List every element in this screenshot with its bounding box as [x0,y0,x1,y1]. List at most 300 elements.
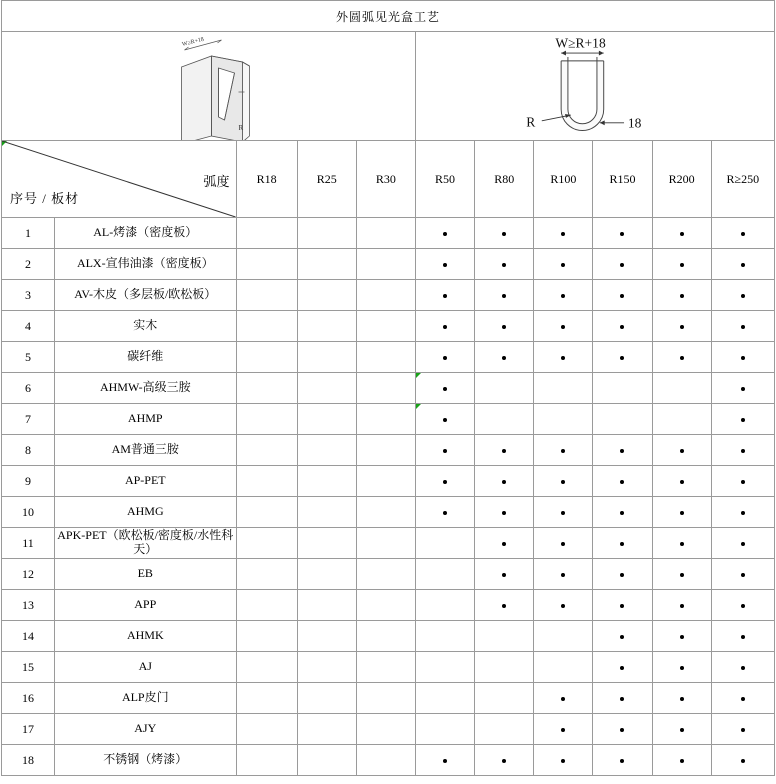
cell-Rge250 [711,714,774,745]
dot-marker-icon [561,604,565,608]
dot-marker-icon [502,263,506,267]
cell-R200 [652,652,711,683]
cell-R30 [356,559,415,590]
dot-marker-icon [680,325,684,329]
illustration-left-label: W≥R+18 [181,36,205,48]
dot-marker-icon [561,480,565,484]
header-diagonal-cell [2,141,237,218]
column-header-r100: R100 [534,141,593,218]
cell-R80 [475,683,534,714]
table-row [2,404,775,435]
cell-R80 [475,590,534,621]
table-row [2,745,775,776]
dot-marker-icon [680,604,684,608]
cell-R25 [297,652,356,683]
cell-R50 [415,249,474,280]
dot-marker-icon [680,480,684,484]
dot-marker-icon [680,263,684,267]
table-body [2,218,775,776]
dot-marker-icon [561,759,565,763]
cell-Rge250 [711,373,774,404]
cell-R200 [652,683,711,714]
dot-marker-icon [680,759,684,763]
table-row [2,218,775,249]
cell-R80 [475,466,534,497]
cell-R50 [415,311,474,342]
dot-marker-icon [741,511,745,515]
cell-R30 [356,342,415,373]
cell-R25 [297,497,356,528]
row-index: 17 [2,714,55,745]
dot-marker-icon [443,356,447,360]
dot-marker-icon [741,449,745,453]
cell-R50 [415,280,474,311]
cell-R150 [593,373,652,404]
dot-marker-icon [680,697,684,701]
dot-marker-icon [680,511,684,515]
cell-R200 [652,311,711,342]
column-header-r18: R18 [236,141,297,218]
row-material: EB [55,559,237,590]
dot-marker-icon [620,573,624,577]
cell-R25 [297,466,356,497]
column-header-r50: R50 [415,141,474,218]
cell-R18 [236,342,297,373]
cell-R30 [356,280,415,311]
column-header-r25: R25 [297,141,356,218]
dot-marker-icon [620,263,624,267]
dot-marker-icon [502,294,506,298]
cell-Rge250 [711,745,774,776]
cell-R25 [297,590,356,621]
cell-R18 [236,466,297,497]
column-header-r250: R≥250 [711,141,774,218]
cell-R100 [534,404,593,435]
cell-R100 [534,683,593,714]
table-row [2,435,775,466]
cell-R18 [236,714,297,745]
cell-R30 [356,404,415,435]
header-index-material-label: 序号 / 板材 [10,191,80,206]
row-material: APK-PET（欧松板/密度板/水性科天） [55,528,237,559]
cell-R50 [415,342,474,373]
cell-R25 [297,311,356,342]
dot-marker-icon [680,294,684,298]
dot-marker-icon [561,573,565,577]
row-index: 18 [2,745,55,776]
cell-R150 [593,404,652,435]
dot-marker-icon [502,449,506,453]
cell-Rge250 [711,559,774,590]
dot-marker-icon [620,449,624,453]
cell-R100 [534,745,593,776]
process-table [1,0,775,776]
dot-marker-icon [443,387,447,391]
table-row [2,497,775,528]
row-material: APP [55,590,237,621]
dot-marker-icon [443,294,447,298]
dot-marker-icon [502,232,506,236]
dot-marker-icon [443,325,447,329]
cell-Rge250 [711,311,774,342]
cell-R25 [297,280,356,311]
table-row [2,652,775,683]
row-index: 6 [2,373,55,404]
cell-R80 [475,435,534,466]
cell-R50 [415,497,474,528]
cell-R80 [475,559,534,590]
cell-R50 [415,373,474,404]
cell-R100 [534,280,593,311]
cell-R100 [534,342,593,373]
cell-R200 [652,466,711,497]
cell-R18 [236,404,297,435]
dot-marker-icon [502,759,506,763]
cell-R18 [236,497,297,528]
cell-R30 [356,435,415,466]
dot-marker-icon [561,511,565,515]
cell-R25 [297,714,356,745]
illustration-row [2,32,775,141]
row-material: AHMK [55,621,237,652]
cell-R30 [356,311,415,342]
dot-marker-icon [741,356,745,360]
dot-marker-icon [561,263,565,267]
table-row [2,249,775,280]
row-material: 碳纤维 [55,342,237,373]
cell-R18 [236,435,297,466]
illustration-left [2,32,416,141]
dot-marker-icon [502,542,506,546]
row-index: 4 [2,311,55,342]
cell-R25 [297,559,356,590]
cell-R150 [593,497,652,528]
dot-marker-icon [620,356,624,360]
cell-Rge250 [711,280,774,311]
illustration-left-r-label: R [238,124,244,132]
cell-R18 [236,373,297,404]
row-material: AP-PET [55,466,237,497]
dot-marker-icon [680,728,684,732]
dot-marker-icon [741,573,745,577]
dot-marker-icon [741,604,745,608]
row-index: 12 [2,559,55,590]
row-material: AJY [55,714,237,745]
cell-Rge250 [711,497,774,528]
dot-marker-icon [443,759,447,763]
dot-marker-icon [620,511,624,515]
dot-marker-icon [741,232,745,236]
dot-marker-icon [561,294,565,298]
dot-marker-icon [443,480,447,484]
dot-marker-icon [620,542,624,546]
cell-R18 [236,249,297,280]
cell-R18 [236,683,297,714]
row-index: 14 [2,621,55,652]
cell-R18 [236,559,297,590]
cell-R50 [415,621,474,652]
dot-marker-icon [502,604,506,608]
dot-marker-icon [680,635,684,639]
cell-R50 [415,559,474,590]
table-row [2,714,775,745]
cell-R150 [593,311,652,342]
dot-marker-icon [741,480,745,484]
row-index: 16 [2,683,55,714]
cell-R25 [297,435,356,466]
row-material: AHMG [55,497,237,528]
dot-marker-icon [680,232,684,236]
table-row [2,621,775,652]
dot-marker-icon [561,697,565,701]
dot-marker-icon [502,325,506,329]
cell-R18 [236,528,297,559]
cell-R100 [534,497,593,528]
cell-R100 [534,249,593,280]
cell-R25 [297,683,356,714]
row-material: ALX-宣伟油漆（密度板） [55,249,237,280]
cell-R200 [652,249,711,280]
cell-R100 [534,435,593,466]
dot-marker-icon [741,697,745,701]
dot-marker-icon [620,480,624,484]
cell-R150 [593,280,652,311]
cell-R150 [593,342,652,373]
cell-R200 [652,497,711,528]
cell-R50 [415,683,474,714]
cell-Rge250 [711,466,774,497]
cell-R80 [475,404,534,435]
cell-R150 [593,528,652,559]
cell-R100 [534,590,593,621]
cell-R200 [652,373,711,404]
dot-marker-icon [741,294,745,298]
cell-R30 [356,497,415,528]
row-material: 不锈钢（烤漆） [55,745,237,776]
dot-marker-icon [741,666,745,670]
illustration-right-r-label: R [526,114,536,130]
cell-Rge250 [711,621,774,652]
cell-R80 [475,621,534,652]
cell-R50 [415,590,474,621]
column-header-r30: R30 [356,141,415,218]
dot-marker-icon [741,635,745,639]
cell-R80 [475,714,534,745]
column-header-r200: R200 [652,141,711,218]
header-row [2,141,775,218]
dot-marker-icon [620,759,624,763]
dot-marker-icon [680,573,684,577]
dot-marker-icon [620,232,624,236]
dot-marker-icon [741,387,745,391]
dot-marker-icon [443,232,447,236]
comment-mark-icon [416,404,421,409]
cell-R200 [652,404,711,435]
illustration-right-dim-label: 18 [627,115,642,131]
cell-Rge250 [711,683,774,714]
cell-R80 [475,342,534,373]
dot-marker-icon [443,263,447,267]
row-index: 9 [2,466,55,497]
title-row [2,1,775,32]
cell-Rge250 [711,404,774,435]
cell-R25 [297,249,356,280]
cell-R18 [236,311,297,342]
table-row [2,311,775,342]
dot-marker-icon [502,480,506,484]
cell-R50 [415,528,474,559]
row-material: AHMP [55,404,237,435]
cell-R150 [593,590,652,621]
cell-Rge250 [711,218,774,249]
cell-R25 [297,745,356,776]
row-index: 8 [2,435,55,466]
cell-Rge250 [711,528,774,559]
cell-R100 [534,559,593,590]
cell-R25 [297,373,356,404]
box-perspective-icon [2,32,415,140]
column-header-r80: R80 [475,141,534,218]
row-index: 11 [2,528,55,559]
cell-Rge250 [711,590,774,621]
cell-R100 [534,528,593,559]
cell-R30 [356,528,415,559]
cell-R30 [356,466,415,497]
dot-marker-icon [561,325,565,329]
table-row [2,559,775,590]
dot-marker-icon [561,356,565,360]
dot-marker-icon [620,666,624,670]
dot-marker-icon [561,542,565,546]
comment-mark-icon [416,373,421,378]
cell-R200 [652,745,711,776]
dot-marker-icon [620,635,624,639]
row-material: AL-烤漆（密度板） [55,218,237,249]
row-index: 7 [2,404,55,435]
cell-R150 [593,466,652,497]
table-row [2,683,775,714]
dot-marker-icon [620,697,624,701]
cell-R150 [593,714,652,745]
cell-R50 [415,714,474,745]
cell-Rge250 [711,652,774,683]
cell-R30 [356,373,415,404]
dot-marker-icon [620,604,624,608]
cell-R150 [593,218,652,249]
cell-R80 [475,652,534,683]
column-header-r150: R150 [593,141,652,218]
dot-marker-icon [620,325,624,329]
table-row [2,528,775,559]
cell-R150 [593,683,652,714]
table-row [2,342,775,373]
cell-R30 [356,218,415,249]
cell-R25 [297,218,356,249]
cell-R30 [356,714,415,745]
cell-R80 [475,218,534,249]
cell-R200 [652,528,711,559]
cell-R30 [356,590,415,621]
cell-R80 [475,528,534,559]
cell-R150 [593,249,652,280]
row-index: 3 [2,280,55,311]
cell-R50 [415,435,474,466]
cell-R80 [475,745,534,776]
illustration-right-label: W≥R+18 [555,35,606,51]
cell-R150 [593,559,652,590]
page-title: 外圆弧见光盒工艺 [2,1,775,32]
cell-R30 [356,652,415,683]
table-row [2,590,775,621]
cell-R18 [236,280,297,311]
cell-R50 [415,404,474,435]
dot-marker-icon [443,449,447,453]
cell-R80 [475,280,534,311]
cell-R150 [593,745,652,776]
row-material: AJ [55,652,237,683]
cell-R100 [534,373,593,404]
row-index: 1 [2,218,55,249]
row-index: 2 [2,249,55,280]
header-arc-label: 弧度 [203,174,230,189]
row-index: 15 [2,652,55,683]
row-material: AM普通三胺 [55,435,237,466]
cell-R50 [415,745,474,776]
table-row [2,373,775,404]
cell-R80 [475,497,534,528]
cell-R100 [534,311,593,342]
cell-R200 [652,590,711,621]
dot-marker-icon [502,356,506,360]
cell-R200 [652,714,711,745]
dot-marker-icon [502,573,506,577]
row-index: 10 [2,497,55,528]
dot-marker-icon [741,418,745,422]
cell-R100 [534,714,593,745]
row-material: AHMW-高级三胺 [55,373,237,404]
cell-R18 [236,218,297,249]
dot-marker-icon [561,449,565,453]
cell-R18 [236,745,297,776]
dot-marker-icon [561,728,565,732]
cell-R18 [236,621,297,652]
cell-R25 [297,528,356,559]
cell-R18 [236,652,297,683]
dot-marker-icon [502,511,506,515]
cell-R30 [356,683,415,714]
cell-R100 [534,466,593,497]
cell-Rge250 [711,342,774,373]
dot-marker-icon [680,542,684,546]
row-material: 实木 [55,311,237,342]
cell-R30 [356,249,415,280]
row-index: 5 [2,342,55,373]
cell-R30 [356,621,415,652]
table-row [2,466,775,497]
illustration-right [415,32,774,141]
cell-R150 [593,435,652,466]
dot-marker-icon [741,325,745,329]
dot-marker-icon [741,542,745,546]
row-index: 13 [2,590,55,621]
cell-R200 [652,621,711,652]
cell-R80 [475,373,534,404]
cell-R25 [297,621,356,652]
dot-marker-icon [620,294,624,298]
dot-marker-icon [561,232,565,236]
row-material: ALP皮门 [55,683,237,714]
dot-marker-icon [680,449,684,453]
